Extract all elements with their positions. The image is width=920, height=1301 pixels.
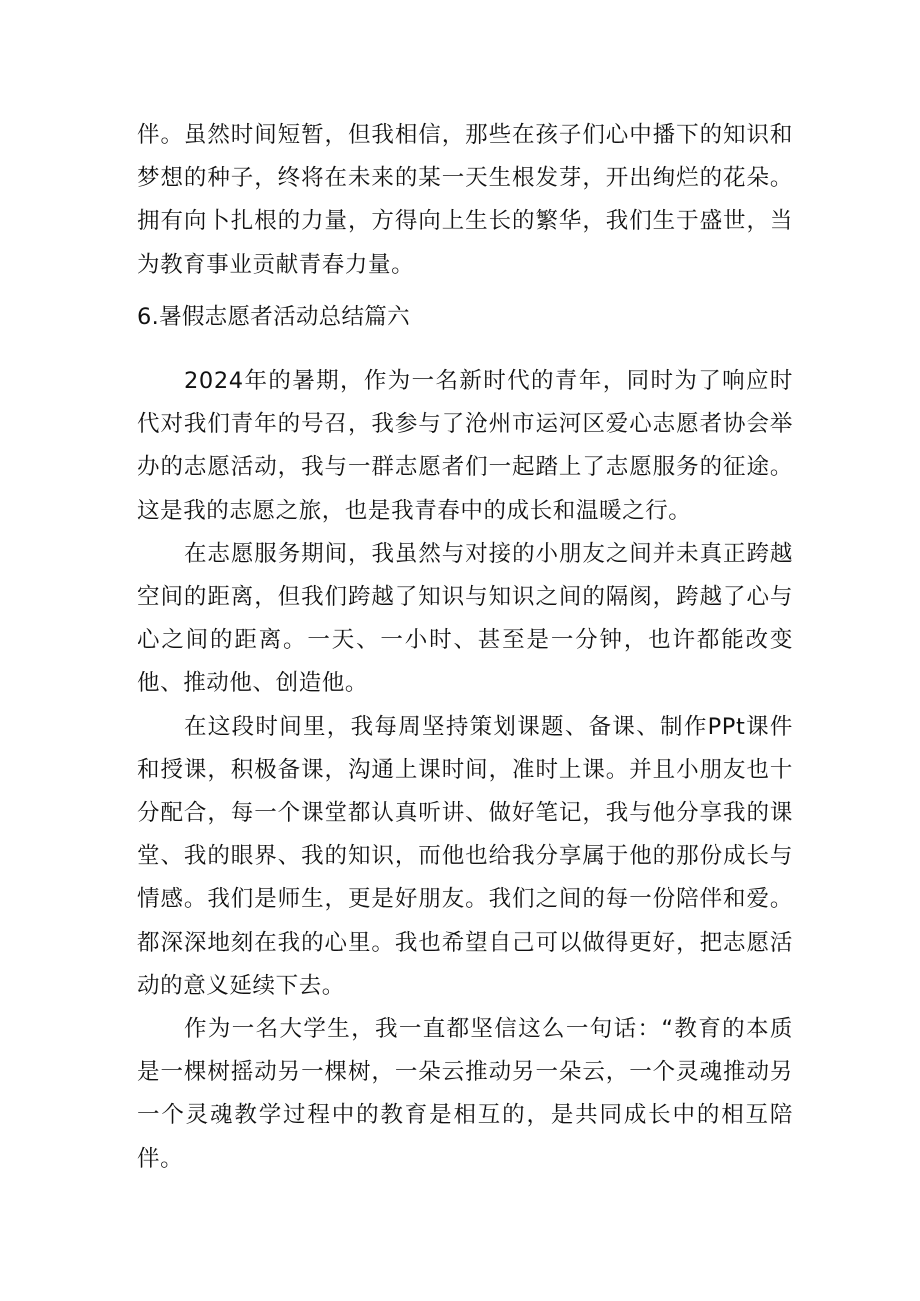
section-body bbox=[137, 360, 793, 1181]
body-paragraph-3: 在这段时间里，我每周坚持策划课题、备课、制作PPt课件和授课，积极备课，沟通上课时间，准时上课。并且小朋友也十分配合，每一个课堂都认真听讲、做好笔记，我与他分享我的课堂、我的眼界、我的知识，而他也给我分享属于他的那份成长与情感。我们是师生，更是好朋友。我们之间的每一份陪伴和爱。都深深地刻在我的心里。我也希望自己可以做得更好，把志愿活动的意义延续下去。 bbox=[137, 713, 793, 999]
body-paragraph-2: 在志愿服务期间，我虽然与对接的小朋友之间并未真正跨越空间的距离，但我们跨越了知识与知识之间的隔阂，跨越了心与心之间的距离。一天、一小时、甚至是一分钟，也许都能改变他、推动他、创造他。 bbox=[137, 540, 793, 697]
section-heading: 6.暑假志愿者活动总结篇六 bbox=[137, 304, 410, 330]
body-paragraph-4: 作为一名大学生，我一直都坚信这么一句话：“教育的本质是一棵树摇动另一棵树，一朵云推动另一朵云，一个灵魂推动另一个灵魂教学过程中的教育是相互的，是共同成长中的相互陪伴。 bbox=[137, 1016, 793, 1172]
continuation-paragraph-block bbox=[137, 114, 793, 287]
body-paragraph-1: 2024年的暑期，作为一名新时代的青年，同时为了响应时代对我们青年的号召，我参与了沧州市运河区爱心志愿者协会举办的志愿活动，我与一群志愿者们一起踏上了志愿服务的征途。这是我的志愿之旅，也是我青春中的成长和温暖之行。 bbox=[137, 368, 793, 524]
continuation-paragraph: 伴。虽然时间短暂，但我相信，那些在孩子们心中播下的知识和梦想的种子，终将在未来的某一天生根发芽，开出绚烂的花朵。拥有向卜扎根的力量，方得向上生长的繁华，我们生于盛世，当为教育事业贡献青春力量。 bbox=[137, 122, 793, 278]
